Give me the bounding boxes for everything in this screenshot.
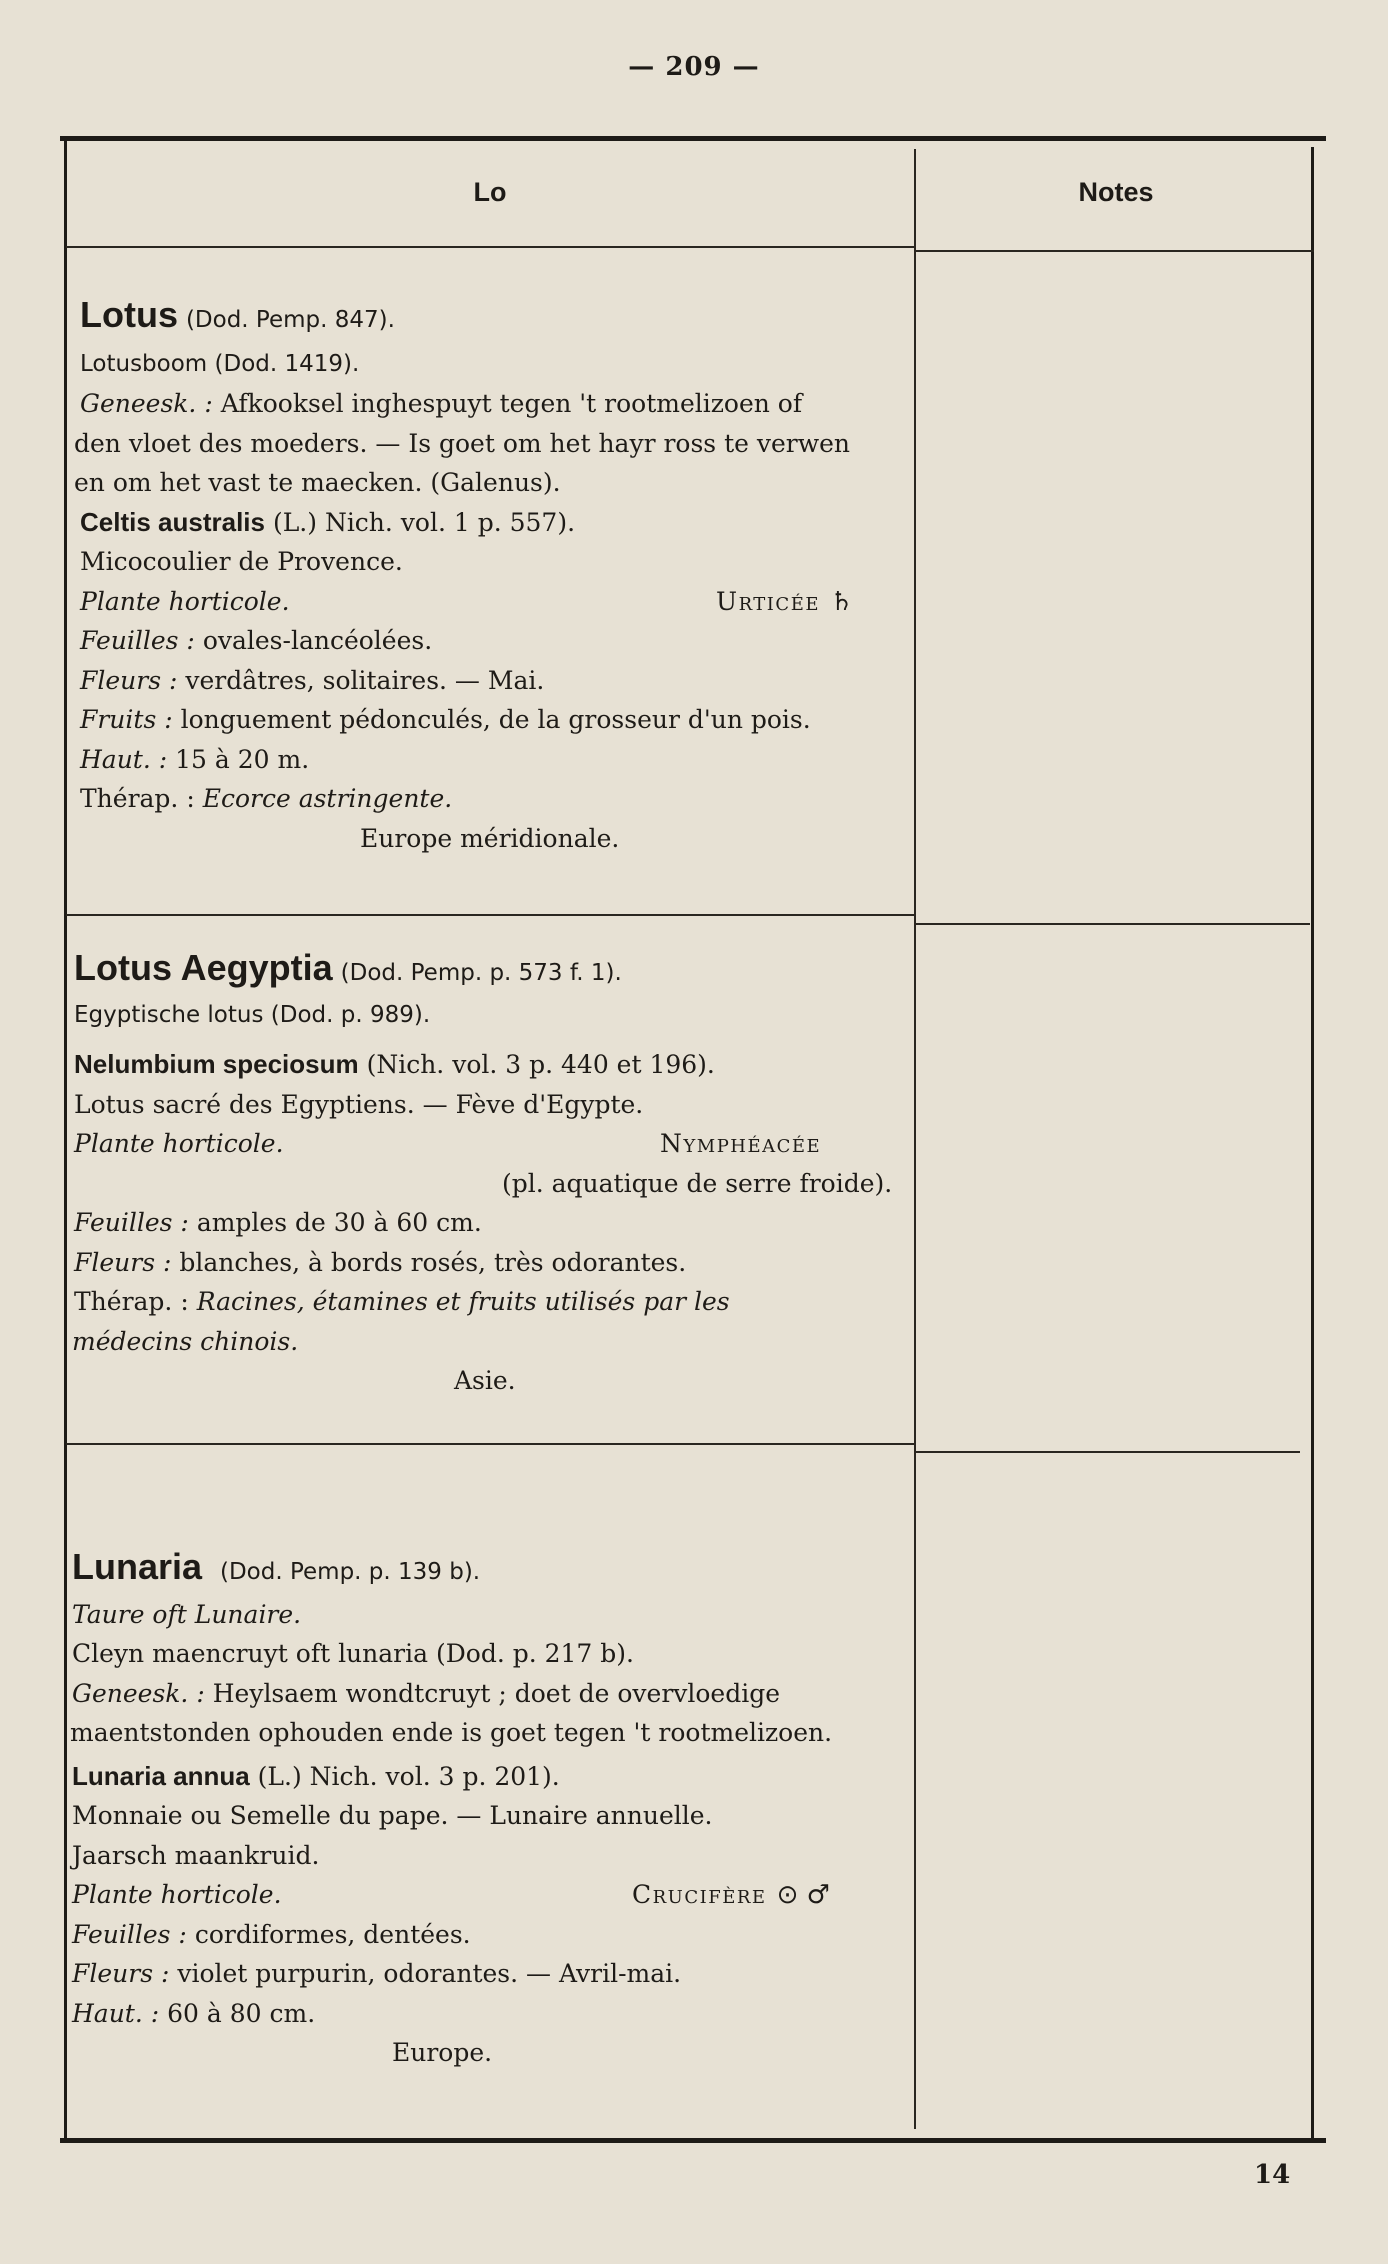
entry-lunaria bbox=[72, 1547, 894, 2073]
fleurs-label: Fleurs : bbox=[80, 665, 178, 695]
common-name: Micocoulier de Provence. bbox=[80, 547, 403, 576]
entry-line: Cleyn maencruyt oft lunaria (Dod. p. 217 b). bbox=[72, 1639, 634, 1668]
page-number-bottom: 14 bbox=[1254, 2160, 1291, 2190]
entry-title-ref: (Dod. Pemp. p. 139 b). bbox=[219, 1559, 481, 1585]
page-number-top: — 209 — bbox=[628, 52, 760, 82]
fleurs-label: Fleurs : bbox=[72, 1959, 170, 1988]
feuilles-text: cordiformes, dentées. bbox=[194, 1919, 471, 1949]
plante-horticole: Plante horticole. bbox=[80, 586, 290, 616]
entry-title-ref: (Dod. Pemp. p. 573 f. 1). bbox=[340, 960, 622, 986]
feuilles-label: Feuilles : bbox=[80, 626, 195, 655]
entry-title: Lotus Aegyptia bbox=[74, 947, 333, 988]
entry-title-ref: (Dod. Pemp. 847). bbox=[185, 307, 395, 333]
entry-rule-1-right bbox=[916, 923, 1310, 925]
haut-text: 60 à 80 cm. bbox=[167, 1998, 316, 2028]
plante-horticole: Plante horticole. bbox=[72, 1880, 282, 1909]
geneesk-label: Geneesk. : bbox=[80, 389, 213, 418]
origin: Europe. bbox=[392, 2038, 493, 2067]
fruits-text: longuement pédonculés, de la grosseur d'un pois. bbox=[180, 705, 811, 734]
scientific-name: Lunaria annua bbox=[72, 1760, 250, 1791]
aquatic-note: (pl. aquatique de serre froide). bbox=[502, 1168, 893, 1198]
feuilles-label: Feuilles : bbox=[72, 1919, 187, 1949]
origin: Europe méridionale. bbox=[360, 823, 620, 853]
saturn-symbol-icon: ♄ bbox=[829, 586, 854, 617]
geneesk-label: Geneesk. : bbox=[72, 1678, 205, 1708]
entry-lotus-aegyptia bbox=[74, 948, 896, 1401]
geneesk-text: Heylsaem wondtcruyt ; doet de overvloedige bbox=[212, 1678, 781, 1708]
fleurs-text: blanches, à bords rosés, très odorantes. bbox=[179, 1247, 687, 1277]
column-divider bbox=[914, 149, 916, 2129]
entry-rule-2-right bbox=[916, 1451, 1300, 1453]
common-name: Lotus sacré des Egyptiens. — Fève d'Egypte. bbox=[74, 1089, 644, 1119]
entry-rule-2-left bbox=[66, 1443, 914, 1445]
entry-lotus bbox=[74, 294, 902, 858]
scientific-name: Nelumbium speciosum bbox=[74, 1049, 359, 1079]
entry-line: Egyptische lotus (Dod. p. 989). bbox=[74, 1001, 431, 1028]
feuilles-text: ovales-lancéolées. bbox=[202, 626, 433, 655]
entry-line: Taure oft Lunaire. bbox=[72, 1599, 302, 1629]
haut-text: 15 à 20 m. bbox=[175, 744, 310, 774]
family-name: Urticée bbox=[716, 586, 820, 616]
origin: Asie. bbox=[454, 1366, 516, 1395]
family-name: Crucifère bbox=[632, 1880, 767, 1909]
therap-text-continued: médecins chinois. bbox=[72, 1326, 299, 1356]
geneesk-text: Afkooksel inghespuyt tegen 't rootmelizoen of bbox=[220, 389, 803, 418]
therap-label: Thérap. : bbox=[74, 1287, 189, 1316]
haut-label: Haut. : bbox=[72, 1998, 160, 2028]
feuilles-label: Feuilles : bbox=[74, 1208, 189, 1237]
entry-line: den vloet des moeders. — Is goet om het hayr ross te verwen bbox=[74, 428, 851, 458]
common-name: Monnaie ou Semelle du pape. — Lunaire annuelle. bbox=[72, 1801, 713, 1830]
entry-title: Lotus bbox=[80, 294, 178, 335]
haut-label: Haut. : bbox=[80, 744, 168, 774]
fruits-label: Fruits : bbox=[80, 705, 173, 734]
header-rule-left bbox=[66, 246, 914, 248]
entry-title: Lunaria bbox=[72, 1546, 203, 1587]
scientific-name: Celtis australis bbox=[80, 506, 265, 537]
plante-horticole: Plante horticole. bbox=[74, 1129, 284, 1158]
header-notes: Notes bbox=[1078, 176, 1154, 207]
fleurs-text: violet purpurin, odorantes. — Avril-mai. bbox=[177, 1959, 682, 1988]
annual-male-symbol-icon: ⊙ ♂ bbox=[776, 1880, 830, 1910]
therap-label: Thérap. : bbox=[80, 784, 195, 813]
entry-line: Lotusboom (Dod. 1419). bbox=[80, 350, 360, 377]
entry-rule-1-left bbox=[66, 914, 914, 916]
family-name: Nymphéacée bbox=[660, 1129, 822, 1158]
common-name-dutch: Jaarsch maankruid. bbox=[72, 1840, 320, 1870]
entry-line: maentstonden ophouden ende is goet tegen 't rootmelizoen. bbox=[70, 1718, 833, 1747]
therap-text: Ecorce astringente. bbox=[202, 784, 453, 813]
header-left: Lo bbox=[473, 176, 507, 207]
header-rule-right bbox=[916, 250, 1314, 252]
fleurs-text: verdâtres, solitaires. — Mai. bbox=[185, 665, 545, 695]
therap-text: Racines, étamines et fruits utilisés par les bbox=[196, 1287, 730, 1316]
scientific-ref: (L.) Nich. vol. 3 p. 201). bbox=[257, 1761, 560, 1791]
fleurs-label: Fleurs : bbox=[74, 1247, 172, 1277]
feuilles-text: amples de 30 à 60 cm. bbox=[196, 1208, 482, 1237]
scientific-ref: (Nich. vol. 3 p. 440 et 196). bbox=[366, 1050, 715, 1079]
entry-line: en om het vast te maecken. (Galenus). bbox=[74, 468, 561, 497]
scientific-ref: (L.) Nich. vol. 1 p. 557). bbox=[272, 507, 576, 537]
